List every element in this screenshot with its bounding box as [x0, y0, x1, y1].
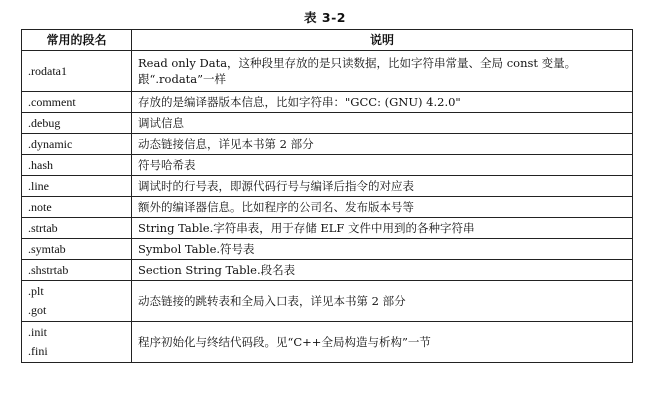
section-name: .comment	[28, 94, 76, 109]
section-description: 动态链接的跳转表和全局入口表，详见本书第 2 部分	[132, 281, 633, 322]
section-description: Symbol Table.符号表	[132, 239, 633, 260]
table-row	[22, 218, 633, 239]
table-row	[22, 197, 633, 218]
section-description: 调试信息	[132, 113, 633, 134]
section-name-cell	[22, 281, 132, 322]
table-row	[22, 92, 633, 113]
section-name-cell	[22, 113, 132, 134]
section-name: .strtab	[28, 220, 58, 235]
table-row	[22, 176, 633, 197]
table-header-row	[22, 30, 633, 51]
section-name: .rodata1	[28, 63, 67, 78]
table-body	[22, 51, 633, 363]
section-names-table	[21, 29, 633, 363]
section-description: 程序初始化与终结代码段。见“C++全局构造与析构”一节	[132, 322, 633, 363]
section-description: Read only Data，这种段里存放的是只读数据，比如字符串常量、全局 const 变量。跟“.rodata”一样	[132, 51, 633, 92]
header-description: 说明	[132, 30, 633, 51]
section-name: .init	[28, 325, 48, 339]
section-name: .symtab	[28, 241, 66, 256]
table-row	[22, 239, 633, 260]
section-description: Section String Table.段名表	[132, 260, 633, 281]
table-row	[22, 260, 633, 281]
section-name-cell	[22, 134, 132, 155]
section-description: 存放的是编译器版本信息，比如字符串："GCC: (GNU) 4.2.0"	[132, 92, 633, 113]
section-name-cell	[22, 51, 132, 92]
section-name-cell	[22, 239, 132, 260]
section-name-cell	[22, 260, 132, 281]
section-name-cell	[22, 155, 132, 176]
table-row	[22, 155, 633, 176]
section-name: .line	[28, 178, 49, 193]
section-name-cell	[22, 218, 132, 239]
table-row	[22, 281, 633, 322]
table-caption: 表 3-2	[304, 10, 346, 25]
section-name: .shstrtab	[28, 262, 69, 277]
section-description: String Table.字符串表，用于存储 ELF 文件中用到的各种字符串	[132, 218, 633, 239]
section-description: 动态链接信息，详见本书第 2 部分	[132, 134, 633, 155]
table-row	[22, 113, 633, 134]
section-description: 额外的编译器信息。比如程序的公司名、发布版本号等	[132, 197, 633, 218]
section-name: .fini	[28, 344, 48, 358]
header-section-name: 常用的段名	[22, 30, 132, 51]
section-description: 调试时的行号表，即源代码行号与编译后指令的对应表	[132, 176, 633, 197]
table-row	[22, 322, 633, 363]
section-name: .note	[28, 199, 52, 214]
section-name: .debug	[28, 115, 61, 130]
section-name: .hash	[28, 157, 53, 172]
section-name: .dynamic	[28, 136, 73, 151]
section-name-cell	[22, 197, 132, 218]
section-name-cell	[22, 322, 132, 363]
table-row	[22, 51, 633, 92]
section-name-cell	[22, 176, 132, 197]
section-name: .got	[28, 303, 47, 317]
section-name: .plt	[28, 284, 44, 298]
section-name-cell	[22, 92, 132, 113]
table-row	[22, 134, 633, 155]
section-description: 符号哈希表	[132, 155, 633, 176]
